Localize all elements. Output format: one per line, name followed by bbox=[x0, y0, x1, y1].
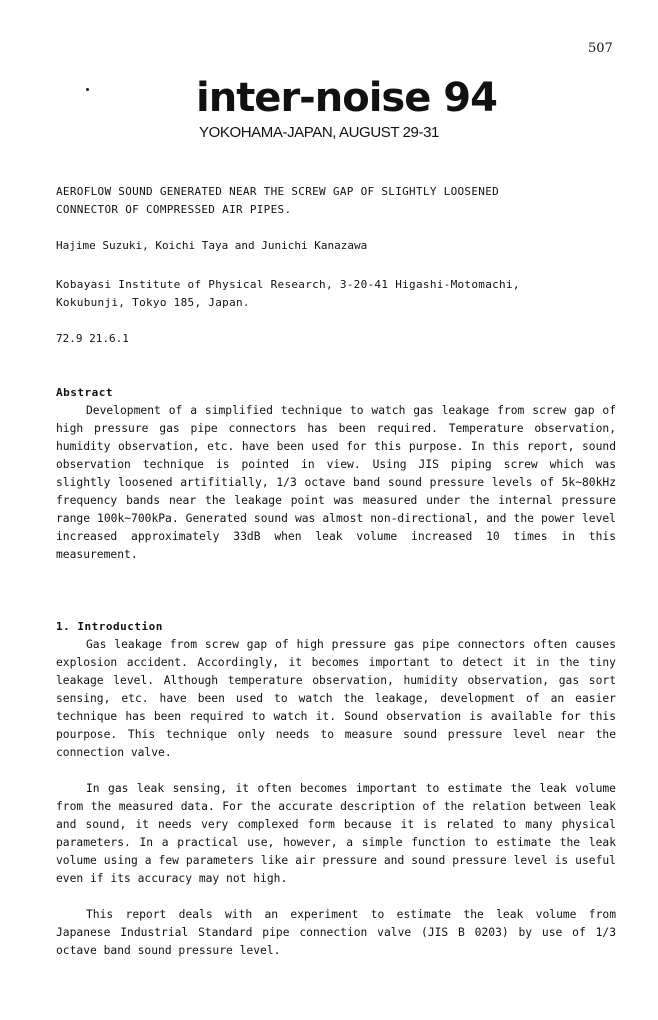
conference-location-date: YOKOHAMA-JAPAN, AUGUST 29-31 bbox=[199, 124, 439, 141]
abstract-text bbox=[56, 402, 616, 564]
paper-authors: Hajime Suzuki, Koichi Taya and Junichi Kanazawa bbox=[56, 239, 368, 252]
introduction-paragraph-3: This report deals with an experiment to estimate the leak volume from Japanese Industrial Standard pipe connection valve (JIS B 0203) by use of 1/3 octave band sound pressure level. bbox=[56, 908, 616, 957]
affiliation-line: Kobayasi Institute of Physical Research, 3-20-41 Higashi-Motomachi, bbox=[56, 278, 520, 291]
paper-affiliation bbox=[56, 276, 616, 312]
abstract-heading: Abstract bbox=[56, 386, 113, 399]
introduction-paragraph bbox=[56, 780, 616, 888]
paper-title bbox=[56, 183, 616, 219]
paper-title-line: CONNECTOR OF COMPRESSED AIR PIPES. bbox=[56, 203, 292, 216]
abstract-body: Development of a simplified technique to watch gas leakage from screw gap of high pressure gas pipe connectors has been required. Temperature observation, humidity observation, etc. have been used for this purpose. In this report, sound observation technique is pointed in view. Using JIS piping screw which was slightly loosened artifitially, 1/3 octave band sound pressure levels of 5k~80kHz frequency bands near the leakage point was measured under the internal pressure range 100k~700kPa. Generated sound was almost non-directional, and the power level increased approximately 33dB when leak volume increased 10 times in this measurement. bbox=[56, 404, 616, 561]
scan-speck bbox=[86, 88, 89, 91]
introduction-paragraph bbox=[56, 636, 616, 762]
conference-logo: inter-noise 94 bbox=[196, 75, 497, 121]
introduction-paragraph-1: Gas leakage from screw gap of high pressure gas pipe connectors often causes explosion accident. Accordingly, it becomes important to detect it in the tiny leakage level. Although temperature observation, humidity observation, gas sort sensing, etc. have been used to watch the leakage, development of an easier technique has been required to watch it. Sound observation is available for this pourpose. This technique only needs to measure sound pressure level near the connection valve. bbox=[56, 638, 616, 759]
affiliation-line: Kokubunji, Tokyo 185, Japan. bbox=[56, 296, 250, 309]
paper-title-line: AEROFLOW SOUND GENERATED NEAR THE SCREW GAP OF SLIGHTLY LOOSENED bbox=[56, 185, 500, 198]
paper-classification: 72.9 21.6.1 bbox=[56, 332, 129, 345]
page-number: 507 bbox=[588, 41, 613, 56]
introduction-paragraph-2: In gas leak sensing, it often becomes important to estimate the leak volume from the measured data. For the accurate description of the relation between leak and sound, it needs very complexed form because it is related to many physical parameters. In a practical use, however, a simple function to estimate the leak volume using a few parameters like air pressure and sound pressure level is useful even if its accuracy may not high. bbox=[56, 782, 616, 885]
introduction-paragraph bbox=[56, 906, 616, 960]
introduction-heading: 1. Introduction bbox=[56, 620, 163, 633]
